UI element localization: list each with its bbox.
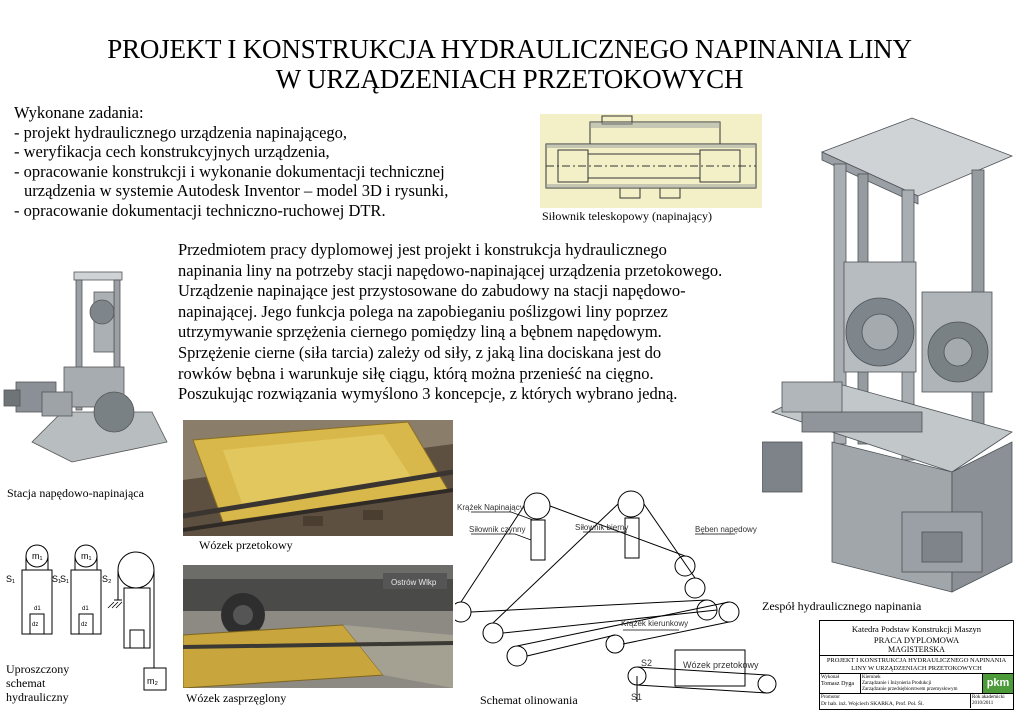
title-block-work-type-2: MAGISTERSKA: [888, 645, 945, 654]
force-s1b-label: S₁: [52, 574, 62, 584]
title-block-author-row: [820, 673, 1013, 693]
year-label: Rok akademicki: [972, 695, 1005, 700]
cylinder-caption: Siłownik teleskopowy (napinający): [542, 209, 712, 223]
drive-drum-label: Bęben napędowy: [695, 525, 757, 534]
rope-s1-label: S1: [631, 692, 643, 702]
poster-title-line1: PROJEKT I KONSTRUKCJA HYDRAULICZNEGO NAPINANIA LINY: [107, 34, 912, 64]
poster-title-line2: W URZĄDZENIACH PRZETOKOWYCH: [275, 64, 744, 94]
tension-pulley-label: Krążek Napinający: [457, 503, 524, 512]
task-item: - opracowanie dokumentacji techniczno-ruchowej DTR.: [14, 200, 386, 220]
rope-scheme: [455, 490, 785, 702]
description-line: napinania liny na potrzeby stacji napędowo-napinającej urządzenia przetokowego.: [178, 260, 723, 280]
coupled-trolley-caption: Wózek zasprzęglony: [186, 691, 287, 705]
station-caption: Stacja napędowo-napinająca: [7, 486, 144, 500]
year-value: 2010/2011: [972, 701, 994, 706]
spec-value: Zarządzanie przedsiębiorstwem przemysłowym: [862, 687, 958, 692]
description-paragraph: [178, 240, 768, 405]
tasks-list: [14, 103, 534, 220]
mass-m1-label: m₁: [32, 551, 43, 561]
description-line: rowków bębna i warunkuje siłę ciągu, którą można przenieść na cięgno.: [178, 363, 654, 383]
title-block: [819, 620, 1014, 710]
field-label: Kierunek: [862, 675, 881, 680]
hydraulic-scheme-caption: Uproszczony schemat hydrauliczny: [6, 662, 70, 704]
mass-m2-label: m₂: [147, 676, 158, 686]
trolley-box-label: Wózek przetokowy: [683, 660, 759, 670]
d1-label: d1: [82, 606, 89, 612]
dz-label: dz: [32, 622, 39, 628]
assembly-cad-image: [762, 112, 1014, 602]
description-line: Urządzenie napinające jest przystosowane do zabudowy na stacji napędowo-: [178, 281, 686, 301]
supervisor-label: Promotor: [821, 695, 840, 700]
task-item: - projekt hydraulicznego urządzenia napinającego,: [14, 122, 348, 142]
description-line: Poszukując rozwiązania wymyślono 3 koncepcje, z których wybrano jedną.: [178, 384, 678, 404]
field-cell: [861, 674, 983, 693]
station-cad-svg: [2, 262, 170, 480]
author-name: Tomasz Dyga: [821, 681, 855, 687]
field-value: Zarządzanie i Inżynieria Produkcji: [862, 681, 932, 686]
author-cell: [820, 674, 861, 693]
rope-s2-label: S2: [641, 658, 653, 668]
tasks-heading: Wykonane zadania:: [14, 103, 144, 122]
trolley-photo-svg: [183, 420, 453, 536]
description-line: utrzymywanie sprzężenia ciernego pomiędzy liną a bębnem napędowym.: [178, 322, 662, 342]
force-s1-label: S₁: [6, 574, 16, 584]
rope-scheme-svg: [455, 490, 785, 702]
rope-scheme-caption: Schemat olinowania: [480, 693, 578, 707]
trolley-photo: [183, 420, 453, 536]
description-line: Przedmiotem pracy dyplomowej jest projekt i konstrukcja hydraulicznego: [178, 240, 667, 259]
trolley-caption: Wózek przetokowy: [199, 538, 293, 552]
description-line: napinającej. Jego funkcja polega na zapobieganiu poślizgowi liny poprzez: [178, 301, 668, 321]
assembly-cad-svg: [762, 112, 1014, 602]
description-line: Sprzężenie cierne (siła tarcia) zależy od siły, z jaką lina dociskana jest do: [178, 342, 662, 362]
d1-label: d1: [34, 606, 41, 612]
title-block-work-type-1: PRACA DYPLOMOWA: [873, 635, 960, 645]
coupled-trolley-photo: [183, 565, 453, 688]
author-label: Wykonał: [821, 675, 840, 680]
supervisor-name: Dr hab. inż. Wojciech SKARKA, Prof. Pol. Śl.: [821, 701, 924, 707]
supervisor-cell: [820, 694, 971, 708]
pkm-logo: pkm: [983, 674, 1013, 693]
station-cad-image: [2, 262, 170, 480]
title-block-subject: PROJEKT I KONSTRUKCJA HYDRAULICZNEGO NAPINANIA LINY W URZĄDZENIACH PRZETOKOWYCH: [820, 655, 1013, 673]
force-s2-label: S₂: [102, 574, 112, 584]
idle-cylinder-label: Siłownik czynny: [469, 525, 526, 534]
assembly-caption: Zespół hydraulicznego napinania: [762, 599, 922, 613]
mass-m1b-label: m₁: [81, 551, 92, 561]
dz-label: dz: [81, 622, 88, 628]
title-block-dept: Katedra Podstaw Konstrukcji Maszyn: [851, 624, 982, 634]
task-item: urządzenia w systemie Autodesk Inventor – model 3D i rysunki,: [24, 181, 449, 200]
year-cell: [971, 694, 1013, 708]
guide-pulley-label: Krążek kierunkowy: [621, 619, 689, 628]
task-item: - opracowanie konstrukcji i wykonanie dokumentacji technicznej: [14, 161, 445, 181]
task-item: - weryfikacja cech konstrukcyjnych urządzenia,: [14, 142, 330, 161]
cylinder-drawing: [540, 114, 762, 208]
coupled-trolley-svg: [183, 565, 453, 688]
cylinder-label: Siłownik bierny: [575, 523, 629, 532]
wagon-marking: Ostrów Wlkp: [391, 578, 437, 587]
force-s1c-label: S₁: [60, 574, 70, 584]
cylinder-section-svg: [540, 114, 762, 208]
title-block-supervisor-row: [820, 693, 1013, 708]
